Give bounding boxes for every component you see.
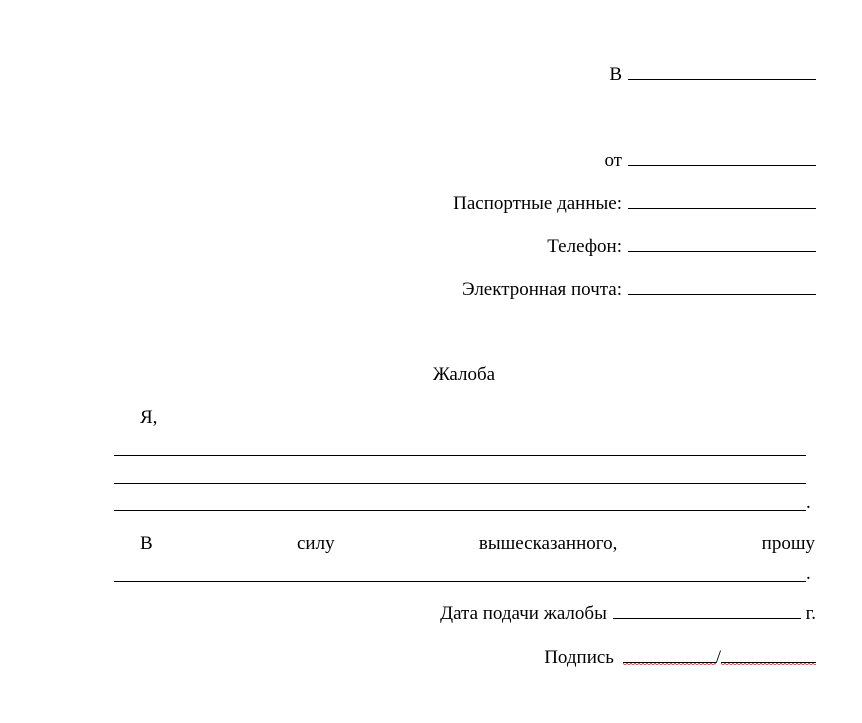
date-field[interactable] (613, 603, 801, 619)
document-title: Жалоба (432, 364, 496, 385)
request-word-2: силу (297, 533, 335, 554)
phone-field[interactable] (628, 236, 816, 252)
email-field[interactable] (628, 279, 816, 295)
body-line-3[interactable] (114, 510, 806, 511)
sender-label: от (604, 150, 622, 171)
signature-field[interactable] (623, 646, 716, 663)
passport-field[interactable] (628, 193, 816, 209)
intro-text: Я, (140, 407, 158, 428)
signature-label: Подпись (544, 647, 614, 668)
body-period: . (806, 492, 811, 513)
body-line-2[interactable] (114, 483, 806, 484)
addressee-label: В (609, 64, 622, 85)
body-line-1[interactable] (114, 455, 806, 456)
request-word-4: прошу (761, 533, 815, 554)
request-word-3: вышесказанного, (478, 533, 618, 554)
signature-separator: / (715, 647, 721, 668)
sender-line (604, 150, 816, 172)
request-word-1: В (140, 533, 153, 554)
request-sentence (140, 533, 815, 555)
email-line (462, 279, 816, 301)
passport-line (453, 193, 816, 215)
date-label: Дата подачи жалобы (440, 603, 607, 624)
date-suffix: г. (805, 603, 816, 624)
date-line (440, 603, 816, 625)
phone-line (547, 236, 816, 258)
addressee-field[interactable] (628, 64, 816, 80)
signature-line (544, 646, 816, 669)
request-line[interactable] (114, 581, 806, 582)
passport-label: Паспортные данные: (453, 193, 622, 214)
sender-field[interactable] (628, 150, 816, 166)
addressee-line (609, 64, 816, 86)
phone-label: Телефон: (547, 236, 622, 257)
email-label: Электронная почта: (462, 279, 622, 300)
signature-name-field[interactable] (721, 646, 816, 663)
request-period: . (806, 563, 811, 584)
